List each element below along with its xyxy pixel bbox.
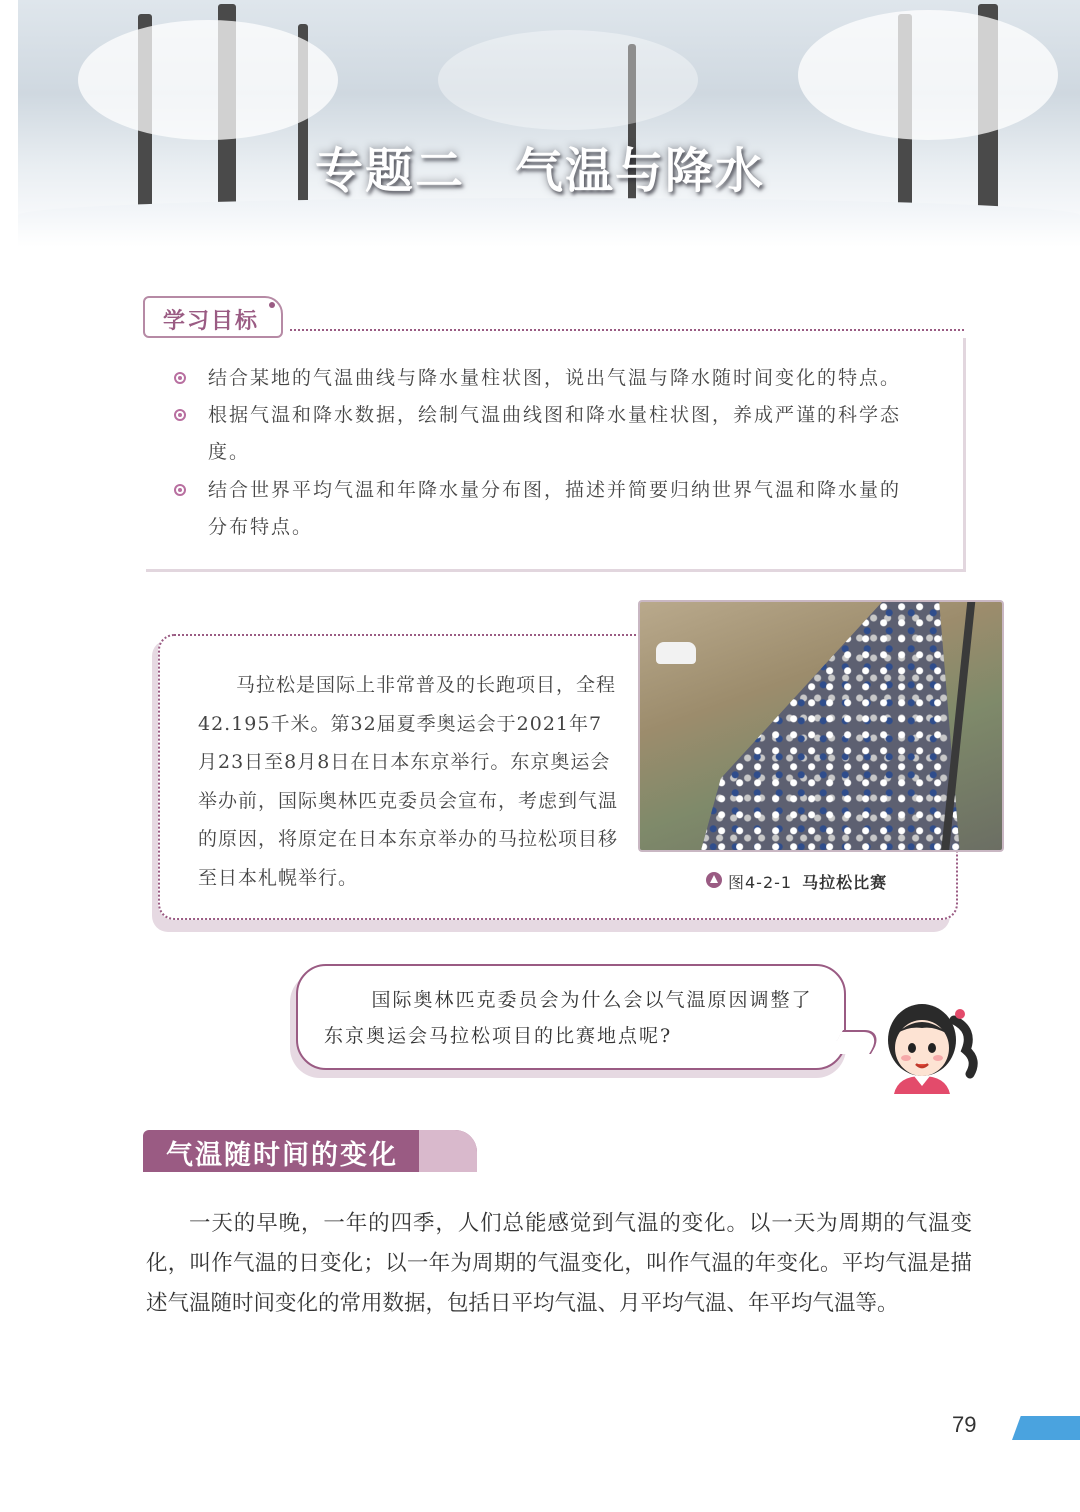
objective-text: 根据气温和降水数据，绘制气温曲线图和降水量柱状图，养成严谨的科学态度。 xyxy=(208,404,902,463)
snow-ground xyxy=(18,198,1080,268)
figure-caption xyxy=(728,870,887,893)
objectives-box xyxy=(146,338,966,572)
girl-avatar-icon xyxy=(874,990,984,1094)
figure-number: 图4-2-1 xyxy=(728,873,793,892)
question-text: 国际奥林匹克委员会为什么会以气温原因调整了东京奥运会马拉松项目的比赛地点呢? xyxy=(324,989,813,1047)
objectives-heading: 学习目标 xyxy=(163,309,260,334)
marathon-paragraph: 马拉松是国际上非常普及的长跑项目，全程42.195千米。第32届夏季奥运会于2021年7月23日至8月8日在日本东京举行。东京奥运会举办前，国际奥林匹克委员会宣布，考虑到气温的原因，将原定在日本东京举办的马拉松项目移至日本札幌举行。 xyxy=(198,674,619,889)
section-heading: 气温随时间的变化 xyxy=(166,1140,398,1171)
section-heading-accent xyxy=(419,1130,477,1172)
bullet-icon xyxy=(174,409,186,421)
marathon-photo xyxy=(638,600,1004,852)
snow-foliage xyxy=(78,20,338,140)
objectives-tab xyxy=(143,296,283,338)
page-number-accent xyxy=(1012,1416,1080,1440)
bullet-icon xyxy=(174,484,186,496)
page-title: 专题二 气温与降水 xyxy=(314,143,765,199)
body-paragraph: 一天的早晚，一年的四季，人们总能感觉到气温的变化。以一天为周期的气温变化，叫作气温的日变化；以一年为周期的气温变化，叫作气温的年变化。平均气温是描述气温随时间变化的常用数据，包括日平均气温、月平均气温、年平均气温等。 xyxy=(146,1211,972,1316)
car-shape xyxy=(656,642,696,664)
figure-label: 马拉松比赛 xyxy=(802,873,888,892)
snow-foliage xyxy=(798,10,1058,140)
objectives-divider xyxy=(290,329,964,331)
page-number: 79 xyxy=(952,1412,977,1437)
objective-text: 结合某地的气温曲线与降水量柱状图，说出气温与降水随时间变化的特点。 xyxy=(208,367,902,389)
triangle-marker-icon xyxy=(706,872,722,888)
objective-text: 结合世界平均气温和年降水量分布图，描述并简要归纳世界气温和降水量的分布特点。 xyxy=(208,479,902,538)
tab-dot-icon xyxy=(269,302,275,308)
snow-foliage xyxy=(438,30,698,130)
runners-crowd xyxy=(700,602,960,852)
bullet-icon xyxy=(174,372,186,384)
